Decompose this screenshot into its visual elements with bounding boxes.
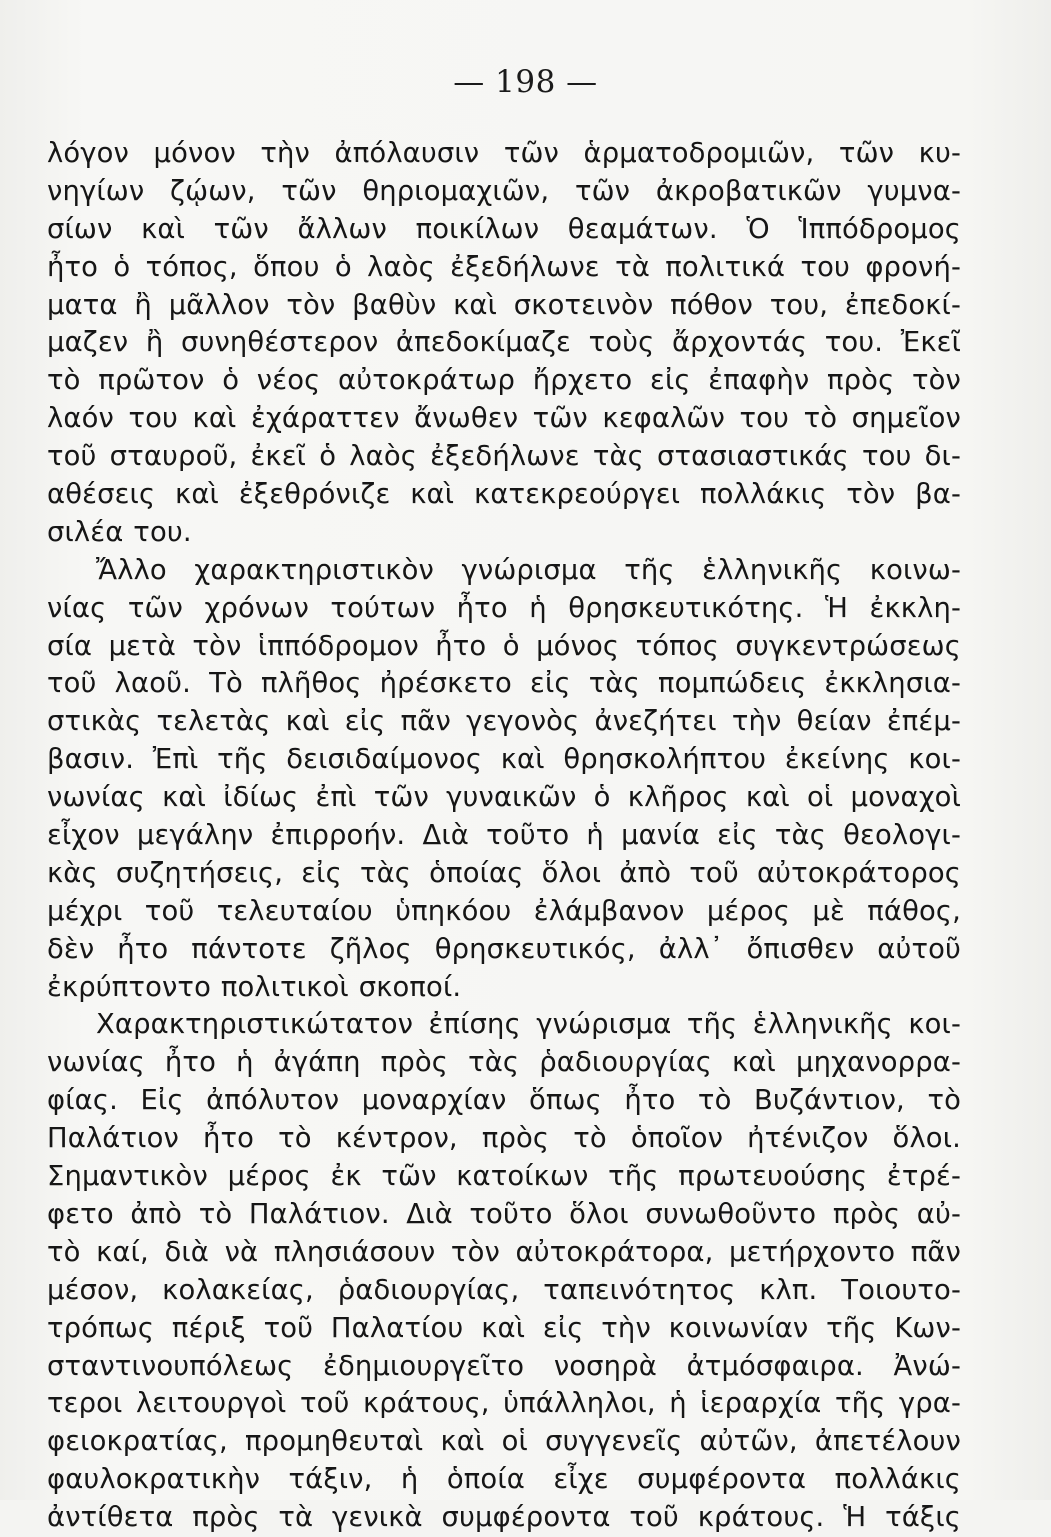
text-line: σταντινουπόλεως ἐδημιουργεῖτο νοσηρὰ ἀτμόσφαιρα. Ἀνώ- <box>47 1350 961 1382</box>
text-line: λαόν του καὶ ἐχάραττεν ἄνωθεν τῶν κεφαλῶν του τὸ σημεῖον <box>47 403 961 435</box>
text-line: αθέσεις καὶ ἐξεθρόνιζε καὶ κατεκρεούργει πολλάκις τὸν βα- <box>47 479 961 511</box>
text-line: ἀντίθετα πρὸς τὰ γενικὰ συμφέροντα τοῦ κράτους. Ἡ τάξις <box>47 1502 961 1534</box>
text-line: ἦτο ὁ τόπος, ὅπου ὁ λαὸς ἐξεδήλωνε τὰ πολιτικά του φρονή- <box>47 251 961 283</box>
text-line: δὲν ἦτο πάντοτε ζῆλος θρησκευτικός, ἀλλ᾽ ὄπισθεν αὐτοῦ <box>47 933 961 965</box>
text-line: νωνίας ἦτο ἡ ἀγάπη πρὸς τὰς ῥαδιουργίας καὶ μηχανορρα- <box>47 1047 961 1079</box>
text-line: τρόπως πέριξ τοῦ Παλατίου καὶ εἰς τὴν κοινωνίαν τῆς Κων- <box>47 1312 961 1344</box>
text-line: σία μετὰ τὸν ἱππόδρομον ἦτο ὁ μόνος τόπος συγκεντρώσεως <box>47 630 961 662</box>
text-line: τεροι λειτουργοὶ τοῦ κράτους, ὑπάλληλοι, ἡ ἱεραρχία τῆς γρα- <box>47 1388 961 1420</box>
text-line: βασιν. Ἐπὶ τῆς δεισιδαίμονος καὶ θρησκολήπτου ἐκείνης κοι- <box>47 744 961 776</box>
text-line: σιλέα του. <box>47 516 192 548</box>
text-line: μέσον, κολακείας, ῥαδιουργίας, ταπεινότητος κλπ. Τοιουτο- <box>47 1274 961 1306</box>
text-line: φίας. Εἰς ἀπόλυτον μοναρχίαν ὅπως ἦτο τὸ Βυζάντιον, τὸ <box>47 1085 961 1117</box>
text-line: τοῦ λαοῦ. Τὸ πλῆθος ἠρέσκετο εἰς τὰς πομπώδεις ἐκκλησια- <box>47 668 961 700</box>
text-line: τὸ καί, διὰ νὰ πλησιάσουν τὸν αὐτοκράτορα, μετήρχοντο πᾶν <box>47 1236 961 1268</box>
text-line: νωνίας καὶ ἰδίως ἐπὶ τῶν γυναικῶν ὁ κλῆρος καὶ οἱ μοναχοὶ <box>47 782 961 814</box>
text-line: Σημαντικὸν μέρος ἐκ τῶν κατοίκων τῆς πρωτευούσης ἐτρέ- <box>47 1161 961 1193</box>
text-line: στικὰς τελετὰς καὶ εἰς πᾶν γεγονὸς ἀνεζήτει τὴν θείαν ἐπέμ- <box>47 706 961 738</box>
text-line: ἐκρύπτοντο πολιτικοὶ σκοποί. <box>47 971 462 1003</box>
page-number: — 198 — <box>453 64 598 100</box>
text-line: εἶχον μεγάλην ἐπιρροήν. Διὰ τοῦτο ἡ μανία εἰς τὰς θεολογι- <box>47 820 961 852</box>
text-line: φαυλοκρατικὴν τάξιν, ἡ ὁποία εἶχε συμφέροντα πολλάκις <box>47 1464 961 1496</box>
text-line: νηγίων ζῴων, τῶν θηριομαχιῶν, τῶν ἀκροβατικῶν γυμνα- <box>47 175 961 207</box>
text-line: σίων καὶ τῶν ἄλλων ποικίλων θεαμάτων. Ὁ Ἱππόδρομος <box>47 213 961 245</box>
text-line: μαζεν ἢ συνηθέστερον ἀπεδοκίμαζε τοὺς ἄρχοντάς του. Ἐκεῖ <box>47 327 961 359</box>
text-line: λόγον μόνον τὴν ἀπόλαυσιν τῶν ἁρματοδρομιῶν, τῶν κυ- <box>47 138 961 169</box>
text-line: τὸ πρῶτον ὁ νέος αὐτοκράτωρ ἤρχετο εἰς ἐπαφὴν πρὸς τὸν <box>47 365 961 397</box>
text-line: φειοκρατίας, προμηθευταὶ καὶ οἱ συγγενεῖς αὐτῶν, ἀπετέλουν <box>47 1426 961 1458</box>
text-line: μέχρι τοῦ τελευταίου ὑπηκόου ἐλάμβανον μέρος μὲ πάθος, <box>47 895 961 927</box>
text-line: ματα ἢ μᾶλλον τὸν βαθὺν καὶ σκοτεινὸν πόθον του, ἐπεδοκί- <box>47 289 961 321</box>
text-line: κὰς συζητήσεις, εἰς τὰς ὁποίας ὅλοι ἀπὸ τοῦ αὐτοκράτορος <box>47 857 961 889</box>
text-line: νίας τῶν χρόνων τούτων ἦτο ἡ θρησκευτικότης. Ἡ ἐκκλη- <box>47 592 961 624</box>
text-line: Παλάτιον ἦτο τὸ κέντρον, πρὸς τὸ ὁποῖον ἠτένιζον ὅλοι. <box>47 1123 961 1155</box>
body-text <box>47 135 961 1537</box>
text-line: Ἄλλο χαρακτηριστικὸν γνώρισμα τῆς ἑλληνικῆς κοινω- <box>96 554 961 586</box>
text-line: τοῦ σταυροῦ, ἐκεῖ ὁ λαὸς ἐξεδήλωνε τὰς στασιαστικάς του δι- <box>47 441 961 473</box>
text-line: Χαρακτηριστικώτατον ἐπίσης γνώρισμα τῆς ἑλληνικῆς κοι- <box>96 1009 961 1041</box>
text-line: φετο ἀπὸ τὸ Παλάτιον. Διὰ τοῦτο ὅλοι συνωθοῦντο πρὸς αὐ- <box>47 1198 961 1230</box>
